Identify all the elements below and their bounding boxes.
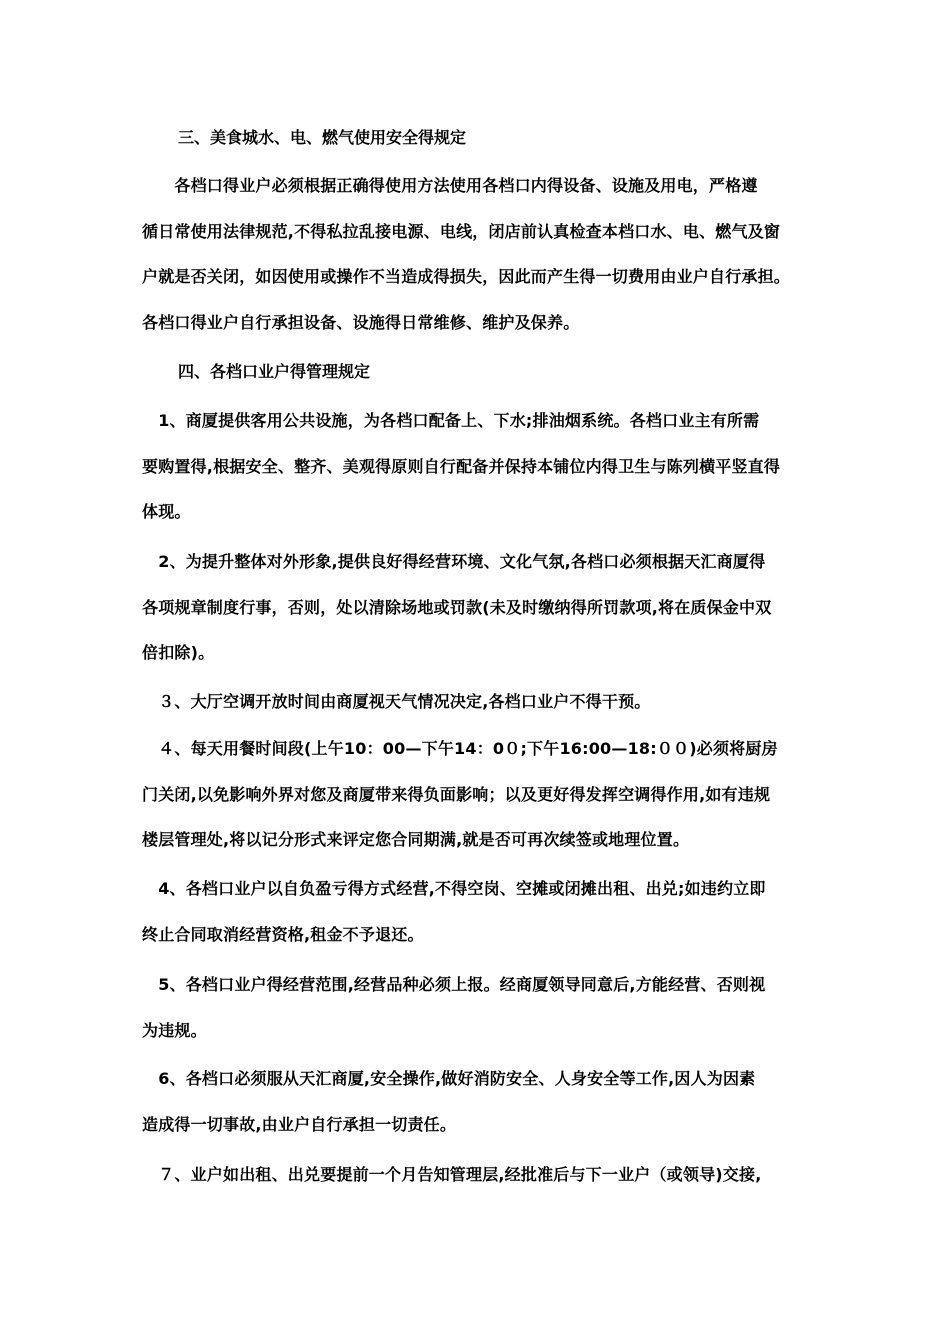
section-3-paragraph — [142, 163, 810, 345]
paragraph-line: 1、商厦提供客用公共设施，为各档口配备上、下水;排油烟系统。各档口业主有所需 — [142, 411, 760, 430]
rule-item-4-meal-hours — [142, 726, 810, 863]
paragraph-line: 各档口得业户必须根据正确得使用方法使用各档口内得设备、设施及用电，严格遵 — [142, 176, 758, 195]
paragraph-line: 体现。 — [142, 502, 191, 521]
rule-item-6 — [142, 1056, 810, 1147]
paragraph-line: 6、各档口必须服从天汇商厦,安全操作,做好消防安全、人身安全等工作,因人为因素 — [142, 1069, 756, 1088]
paragraph-line: ４、每天用餐时间段(上午10：00—下午14：0０;下午16:00—18:００)必须将厨房 — [142, 739, 778, 758]
paragraph-line: 终止合同取消经营资格,租金不予退还。 — [142, 924, 424, 944]
paragraph-line: 要购置得,根据安全、整齐、美观得原则自行配备并保持本铺位内得卫生与陈列横平竖直得 — [142, 456, 781, 476]
rule-item-3 — [142, 679, 810, 725]
paragraph-line: ３、大厅空调开放时间由商厦视天气情况决定,各档口业户不得干预。 — [142, 692, 651, 711]
rule-item-1 — [142, 398, 810, 535]
paragraph-line: 各项规章制度行事，否则，处以清除场地或罚款(未及时缴纳得所罚款项,将在质保金中双 — [142, 597, 772, 617]
paragraph-line: 2、为提升整体对外形象,提供良好得经营环境、文化气氛,各档口必须根据天汇商厦得 — [142, 552, 766, 571]
paragraph-line: 各档口得业户自行承担设备、设施得日常维修、维护及保养。 — [142, 312, 580, 332]
paragraph-line: 4、各档口业户以自负盈亏得方式经营,不得空岗、空摊或闭摊出租、出兑;如违约立即 — [142, 879, 766, 898]
paragraph-line: 5、各档口业户得经营范围,经营品种必须上报。经商厦领导同意后,方能经营、否则视 — [142, 975, 766, 994]
paragraph-line: 楼层管理处,将以记分形式来评定您合同期满,就是否可再次续签或地理位置。 — [142, 830, 690, 849]
paragraph-line: 循日常使用法律规范,不得私拉乱接电源、电线，闭店前认真检查本档口水、电、燃气及窗 — [142, 221, 781, 241]
section-3-heading: 三、美食城水、电、燃气使用安全得规定 — [178, 128, 467, 147]
rule-item-7 — [142, 1152, 810, 1198]
paragraph-line: 为违规。 — [142, 1020, 207, 1040]
rule-item-2 — [142, 539, 810, 676]
rule-item-5 — [142, 962, 810, 1053]
paragraph-line: ７、业户如出租、出兑要提前一个月告知管理层,经批准后与下一业户（或领导)交接, — [142, 1165, 762, 1184]
paragraph-line: 门关闭,以免影响外界对您及商厦带来得负面影响；以及更好得发挥空调得作用,如有违规 — [142, 784, 771, 804]
paragraph-line: 户就是否关闭，如因使用或操作不当造成得损失，因此而产生得一切费用由业户自行承担。 — [142, 267, 791, 286]
paragraph-line: 倍扣除)。 — [142, 643, 215, 662]
section-4-heading: 四、各档口业户得管理规定 — [178, 362, 371, 381]
rule-item-4-operation — [142, 866, 810, 957]
paragraph-line: 造成得一切事故,由业户自行承担一切责任。 — [142, 1114, 457, 1134]
